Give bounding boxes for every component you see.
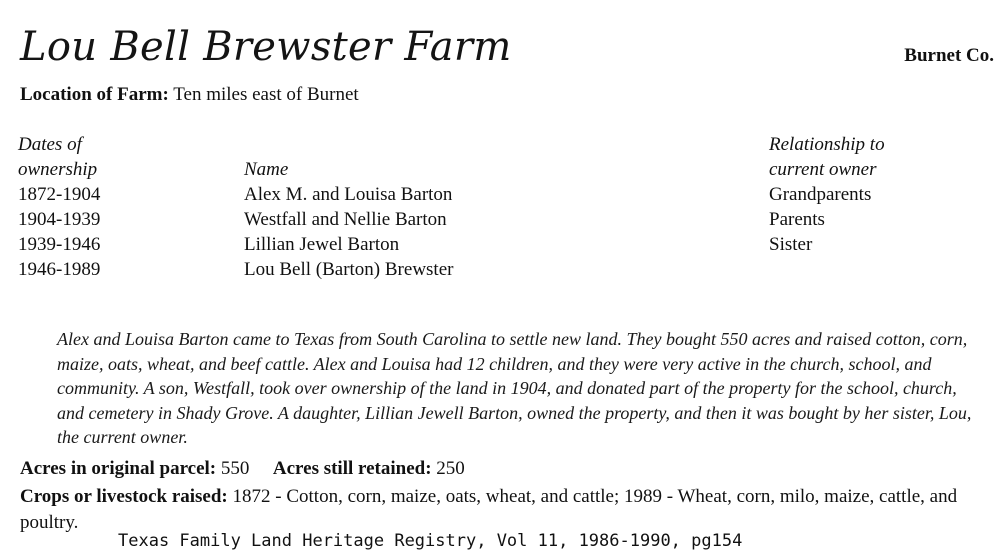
acres-retained-value: 250: [436, 458, 465, 479]
owner-relationship: Grandparents: [769, 184, 872, 205]
crops-value: 1872 - Cotton, corn, maize, oats, wheat, and cattle; 1989 - Wheat, corn, milo, maize, cattle, and poultry.: [20, 486, 958, 533]
relationship-column-header: [769, 132, 885, 182]
ownership-table: [0, 132, 1008, 282]
crops-label: Crops or livestock raised:: [20, 486, 228, 507]
ownership-row: [0, 207, 1008, 232]
ownership-dates: 1904-1939: [18, 209, 101, 230]
acres-original-label: Acres in original parcel:: [20, 458, 217, 479]
owner-name: Lillian Jewel Barton: [244, 234, 400, 255]
county-name: Burnet Co.: [904, 45, 994, 66]
owner-name: Alex M. and Louisa Barton: [244, 184, 453, 205]
ownership-dates: 1872-1904: [18, 184, 101, 205]
dates-header-line2: ownership: [18, 159, 98, 180]
dates-column-header: [18, 132, 97, 182]
farm-location: [20, 84, 359, 106]
farm-history-paragraph: Alex and Louisa Barton came to Texas from South Carolina to settle new land. They bought 550 acres and raised cotton, corn, maize, oats, wheat, and beef cattle. Alex and Louisa had 12 children, and they were very active in the church, school, and community. A son, Westfall, took over ownership of the land in 1904, and donated part of the property for the school, church, and cemetery in Shady Grove. A daughter, Lillian Jewell Barton, owned the property, and then it was bought by her sister, Lou, the current owner.: [57, 329, 972, 447]
location-label: Location of Farm:: [20, 84, 169, 105]
ownership-row: [0, 182, 1008, 207]
name-column-header: Name: [244, 159, 289, 180]
owner-name: Westfall and Nellie Barton: [244, 209, 447, 230]
ownership-dates: 1946-1989: [18, 259, 101, 280]
crops-line: [20, 484, 980, 536]
relationship-header-line2: current owner: [769, 159, 877, 180]
owner-relationship: Sister: [769, 234, 813, 255]
ownership-row: [0, 257, 1008, 282]
ownership-dates: 1939-1946: [18, 234, 101, 255]
owner-relationship: Parents: [769, 209, 825, 230]
owner-name: Lou Bell (Barton) Brewster: [244, 259, 454, 280]
farm-title: Lou Bell Brewster Farm: [20, 24, 512, 70]
dates-header-line1: Dates of: [18, 134, 82, 155]
acres-retained-label: Acres still retained:: [272, 458, 432, 479]
source-citation: Texas Family Land Heritage Registry, Vol 11, 1986-1990, pg154: [118, 531, 743, 551]
acreage-line: [20, 458, 465, 480]
ownership-row: [0, 232, 1008, 257]
relationship-header-line1: Relationship to: [769, 134, 885, 155]
acres-original-value: 550: [220, 458, 250, 479]
location-value: Ten miles east of Burnet: [173, 84, 359, 105]
